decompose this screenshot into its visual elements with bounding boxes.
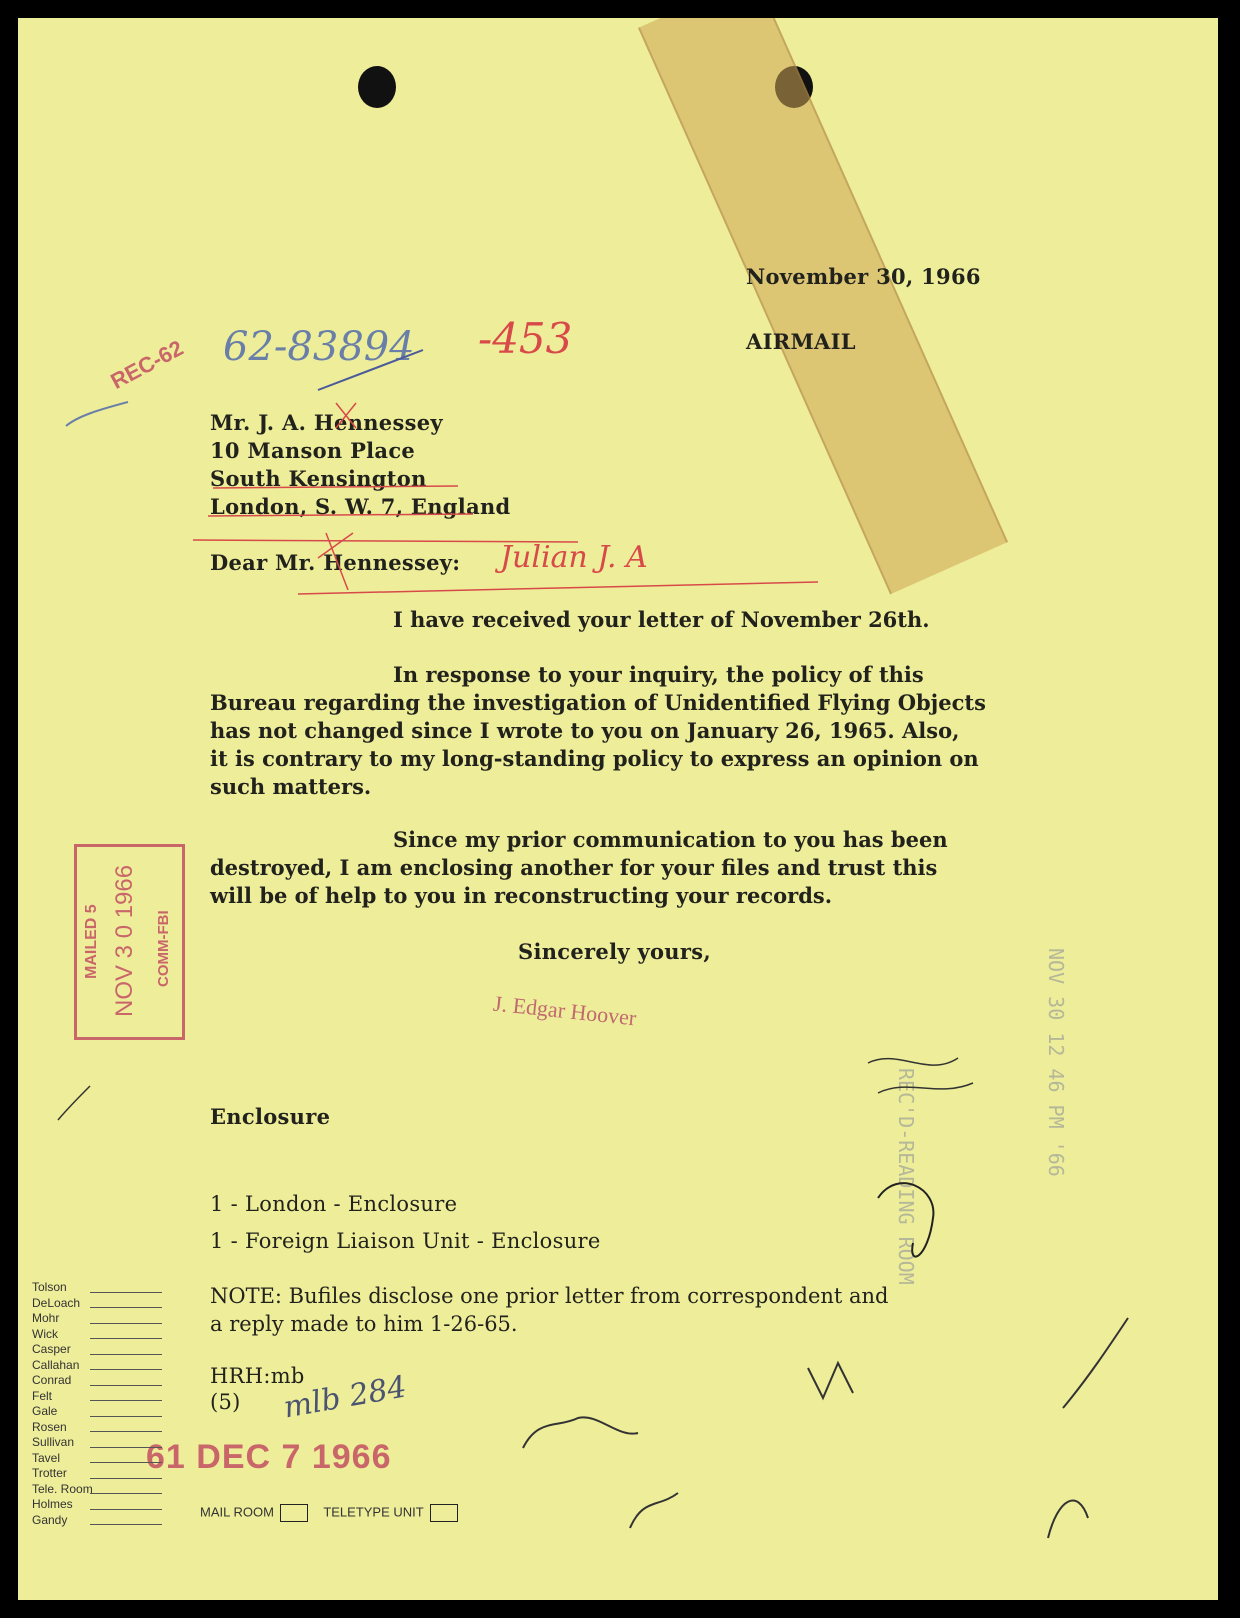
routing-name: Trotter (32, 1466, 67, 1480)
dec-stamp: 61 DEC 7 1966 (146, 1438, 392, 1476)
handwritten-mlb: mlb 284 (280, 1369, 410, 1426)
blue-arrow-mark (66, 402, 128, 426)
initials-mark-1 (808, 1363, 853, 1398)
teletype-unit-label: TELETYPE UNIT (323, 1504, 424, 1520)
note-line: NOTE: Bufiles disclose one prior letter from correspondent and (210, 1284, 889, 1308)
margin-mark (58, 1086, 90, 1120)
address-underline-3 (193, 540, 578, 542)
note-line: a reply made to him 1-26-65. (210, 1312, 518, 1336)
pencil-scribble-2 (868, 1058, 973, 1093)
paragraph-line: such matters. (210, 774, 372, 799)
x-mark-1 (336, 403, 356, 428)
initials-mark-4 (1048, 1501, 1088, 1538)
routing-name: Felt (32, 1388, 53, 1403)
copy-line-1: 1 - London - Enclosure (210, 1192, 458, 1216)
routing-name: Casper (32, 1342, 71, 1356)
ink-marks (18, 18, 1218, 1600)
paragraph-line: Since my prior communication to you has been (393, 827, 948, 852)
routing-name: DeLoach (32, 1295, 81, 1310)
paragraph-line: I have received your letter of November 26th. (393, 607, 930, 632)
routing-name: Tolson (32, 1280, 67, 1294)
routing-name: Holmes (32, 1497, 73, 1511)
address-underline-1 (213, 486, 458, 488)
recipient-line-1: 10 Manson Place (210, 438, 416, 463)
paragraph-line: has not changed since I wrote to you on January 26, 1965. Also, (210, 718, 960, 743)
salutation: Dear Mr. Hennessey: (210, 550, 461, 575)
document-page (18, 18, 1218, 1600)
pencil-scribble-1 (878, 1183, 933, 1256)
paragraph-line: will be of help to you in reconstructing your records. (210, 883, 833, 908)
paragraph-line: Bureau regarding the investigation of Unidentified Flying Objects (210, 690, 986, 715)
paragraph-line: In response to your inquiry, the policy of this (393, 662, 924, 687)
typist-initials: HRH:mb (210, 1364, 305, 1388)
paragraph-line: it is contrary to my long-standing policy to express an opinion on (210, 746, 979, 771)
letter-date: November 30, 1966 (746, 264, 981, 289)
routing-name: Tavel (32, 1450, 61, 1465)
received-stamp: REC'D-READING ROOM (894, 1068, 918, 1285)
copy-line-2: 1 - Foreign Liaison Unit - Enclosure (210, 1229, 601, 1253)
routing-name: Mohr (32, 1311, 60, 1325)
mail-type: AIRMAIL (746, 329, 856, 354)
handwritten-name: Julian J. A (500, 540, 648, 575)
routing-name: Sullivan (32, 1435, 75, 1449)
routing-name: Callahan (32, 1357, 80, 1372)
mail-room-label: MAIL ROOM (200, 1504, 274, 1520)
closing: Sincerely yours, (518, 939, 711, 964)
routing-name: Wick (32, 1326, 58, 1341)
mailed-stamp-line-2: NOV 3 0 1966 (111, 864, 138, 1017)
blue-strike-mark (318, 350, 423, 390)
initials-mark-2 (523, 1417, 638, 1448)
serial-number: -453 (478, 314, 573, 363)
recipient-line-2: South Kensington (210, 466, 427, 491)
routing-name: Tele. Room (32, 1481, 93, 1496)
routing-name: Gandy (32, 1512, 68, 1527)
routing-name: Gale (32, 1404, 58, 1418)
copies-count: (5) (210, 1390, 241, 1414)
file-number: 62-83894 (223, 324, 415, 370)
enclosure-label: Enclosure (210, 1104, 331, 1129)
paragraph-line: destroyed, I am enclosing another for your files and trust this (210, 855, 938, 880)
mailed-stamp-line-3: COMM-FBI (155, 910, 172, 987)
recipient-name: Mr. J. A. Hennessey (210, 410, 443, 435)
signature-stamp: J. Edgar Hoover (492, 990, 638, 1031)
routing-name: Conrad (32, 1373, 72, 1387)
routing-name: Rosen (32, 1419, 67, 1434)
received-date-stamp: NOV 30 12 46 PM '66 (1044, 948, 1068, 1177)
salutation-underline (298, 582, 818, 594)
address-underline-2 (208, 514, 473, 516)
rec-stamp: REC-62 (106, 335, 188, 394)
initials-mark-3 (1063, 1318, 1128, 1408)
recipient-line-3: London, S. W. 7, England (210, 494, 511, 519)
initials-mark-5 (630, 1493, 678, 1528)
mailed-stamp-line-1: MAILED 5 (83, 904, 100, 979)
